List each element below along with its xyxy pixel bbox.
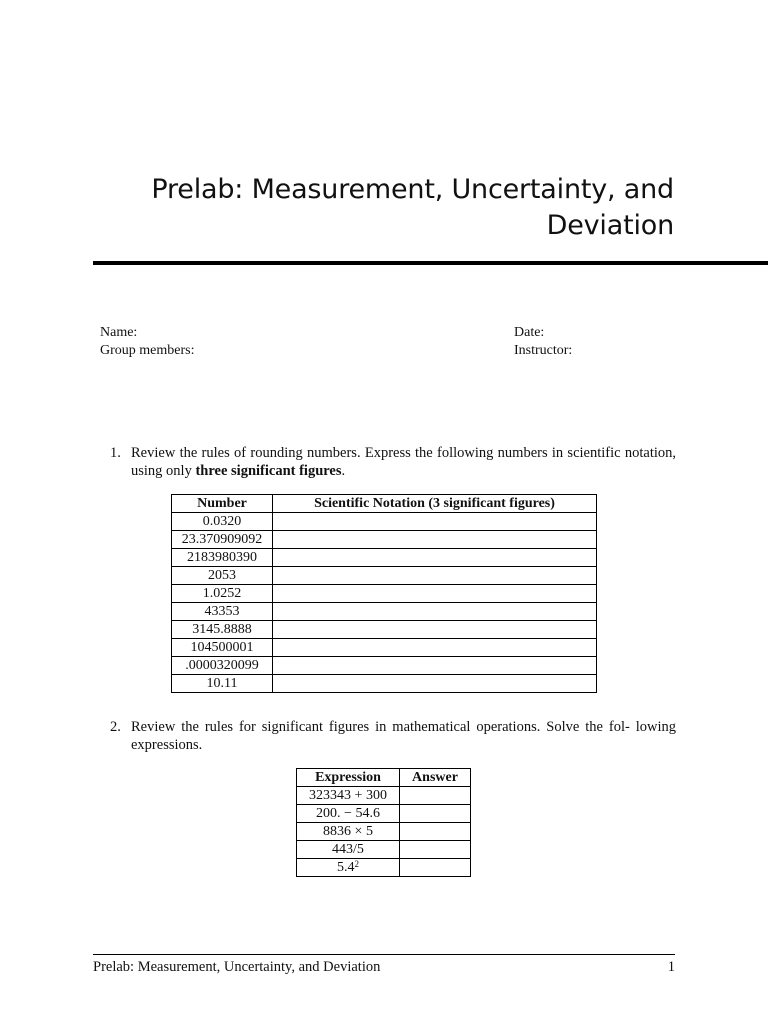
footer-rule	[93, 954, 675, 955]
table-row	[297, 841, 471, 859]
header-answer: Answer	[400, 769, 471, 787]
page-title-line-2: Deviation	[546, 210, 674, 241]
title-rule	[93, 261, 768, 265]
answer-cell[interactable]	[273, 549, 597, 567]
answer-cell[interactable]	[400, 823, 471, 841]
answer-cell[interactable]	[273, 531, 597, 549]
number-cell: 3145.8888	[172, 621, 273, 639]
expression-cell: 8836 × 5	[297, 823, 400, 841]
table-row	[297, 859, 471, 877]
number-cell: 43353	[172, 603, 273, 621]
answer-cell[interactable]	[273, 675, 597, 693]
header-expression: Expression	[297, 769, 400, 787]
answer-cell[interactable]	[400, 841, 471, 859]
answer-cell[interactable]	[400, 787, 471, 805]
table-row	[297, 823, 471, 841]
table-row	[297, 787, 471, 805]
question-1	[110, 444, 676, 480]
page-number: 1	[667, 959, 675, 975]
expression-cell: 323343 + 300	[297, 787, 400, 805]
expressions-table	[296, 768, 471, 877]
table-row	[297, 805, 471, 823]
header-number: Number	[172, 495, 273, 513]
expression-cell: 443/5	[297, 841, 400, 859]
table-row	[172, 567, 597, 585]
student-info-left	[100, 324, 194, 360]
table-row	[172, 531, 597, 549]
answer-cell[interactable]	[273, 639, 597, 657]
instructor-label: Instructor:	[514, 343, 573, 358]
answer-cell[interactable]	[400, 859, 471, 877]
page-footer	[93, 958, 675, 976]
table-row	[172, 657, 597, 675]
number-cell: 0.0320	[172, 513, 273, 531]
table-row	[172, 621, 597, 639]
number-cell: 10.11	[172, 675, 273, 693]
table-row	[172, 513, 597, 531]
page-title	[150, 172, 674, 244]
expression-base: 5.4	[337, 859, 355, 875]
expression-cell: 200. − 54.6	[297, 805, 400, 823]
page-title-line-1: Prelab: Measurement, Uncertainty, and	[151, 174, 674, 205]
number-cell: 2053	[172, 567, 273, 585]
student-info-right	[514, 324, 572, 360]
question-1-number: 1.	[110, 445, 121, 461]
number-cell: .0000320099	[172, 657, 273, 675]
table-header-row	[172, 495, 597, 513]
table-row	[172, 549, 597, 567]
answer-cell[interactable]	[273, 657, 597, 675]
emphasis-text: three significant figures	[195, 463, 342, 479]
footer-title: Prelab: Measurement, Uncertainty, and Deviation	[93, 959, 381, 975]
answer-cell[interactable]	[273, 513, 597, 531]
expression-cell	[297, 859, 400, 877]
number-cell: 1.0252	[172, 585, 273, 603]
number-cell: 23.370909092	[172, 531, 273, 549]
name-label: Name:	[100, 325, 138, 340]
answer-cell[interactable]	[400, 805, 471, 823]
table-row	[172, 603, 597, 621]
group-members-label: Group members:	[100, 343, 195, 358]
question-2	[110, 718, 676, 754]
question-2-number: 2.	[110, 719, 121, 735]
table-row	[172, 675, 597, 693]
answer-cell[interactable]	[273, 621, 597, 639]
number-cell: 2183980390	[172, 549, 273, 567]
question-1-text: Review the rules of rounding numbers. Express the following numbers in scientific notation, using only three significant figures.	[131, 445, 676, 479]
table-row	[172, 585, 597, 603]
date-label: Date:	[514, 325, 545, 340]
answer-cell[interactable]	[273, 585, 597, 603]
question-2-text: Review the rules for significant figures in mathematical operations. Solve the fol- lowing expressions.	[131, 719, 676, 753]
table-row	[172, 639, 597, 657]
answer-cell[interactable]	[273, 567, 597, 585]
answer-cell[interactable]	[273, 603, 597, 621]
scientific-notation-table	[171, 494, 597, 693]
header-scientific-notation: Scientific Notation (3 significant figures)	[273, 495, 597, 513]
expression-exponent: 2	[354, 858, 359, 869]
table-header-row	[297, 769, 471, 787]
number-cell: 104500001	[172, 639, 273, 657]
